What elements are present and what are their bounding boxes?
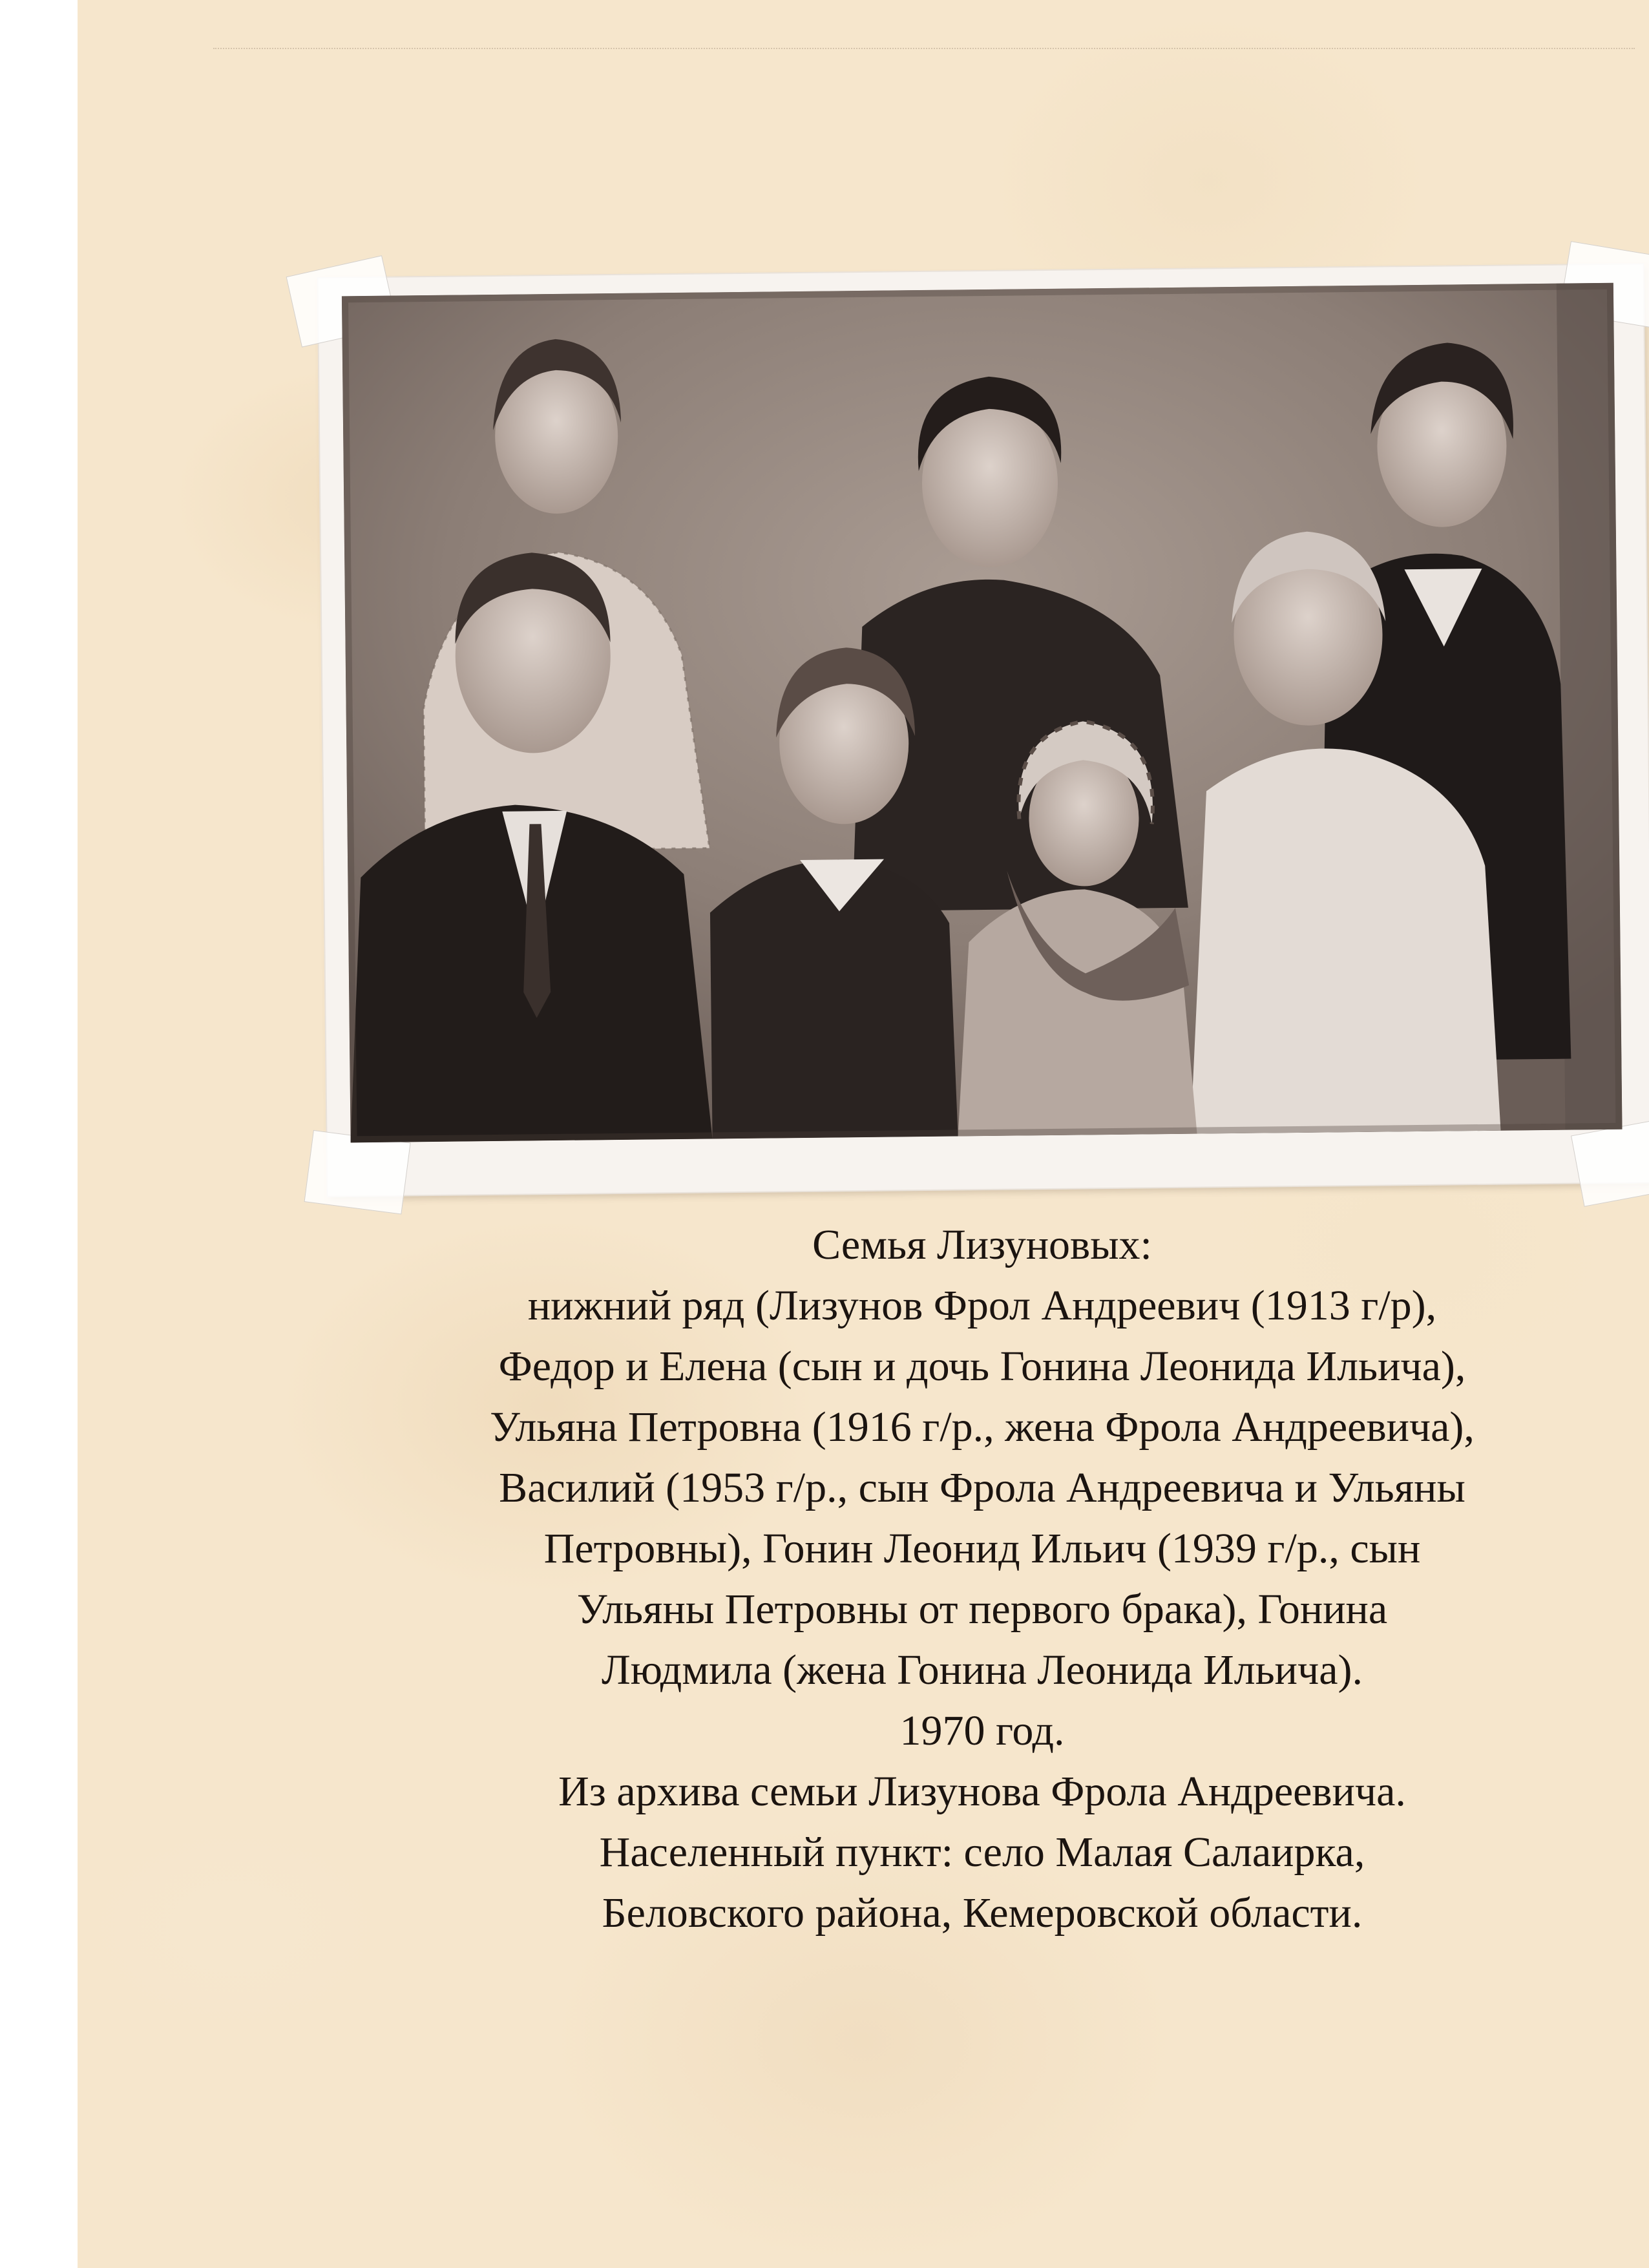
caption-line: Семья Лизуновых: [812,1221,1152,1268]
caption-line: Населенный пункт: село Малая Салаирка, [599,1829,1365,1876]
family-photo-illustration [342,283,1623,1143]
photo-mount [319,264,1649,1195]
caption-line: Петровны), Гонин Леонид Ильич (1939 г/р., сын [543,1525,1421,1572]
caption-line: Василий (1953 г/р., сын Фрола Андреевича и Ульяны [499,1464,1465,1511]
photo-caption [349,1215,1615,1944]
photo-corner-bottom-right [1571,1118,1649,1207]
caption-line: Беловского района, Кемеровской области. [602,1889,1363,1937]
caption-line: Из архива семьи Лизунова Фрола Андреевича. [558,1768,1406,1815]
caption-line: Федор и Елена (сын и дочь Гонина Леонида Ильича), [498,1343,1466,1390]
photo-corner-bottom-left [304,1130,411,1215]
caption-line: Людмила (жена Гонина Леонида Ильича). [602,1646,1363,1694]
caption-line: Ульяны Петровны от первого брака), Гонина [576,1586,1388,1633]
faint-scan-line [213,48,1635,49]
caption-line: нижний ряд (Лизунов Фрол Андреевич (1913 г/р), [527,1282,1437,1329]
caption-line: Ульяна Петровна (1916 г/р., жена Фрола Андреевича), [490,1403,1475,1451]
family-photograph [342,283,1623,1143]
caption-line: 1970 год. [899,1707,1065,1754]
